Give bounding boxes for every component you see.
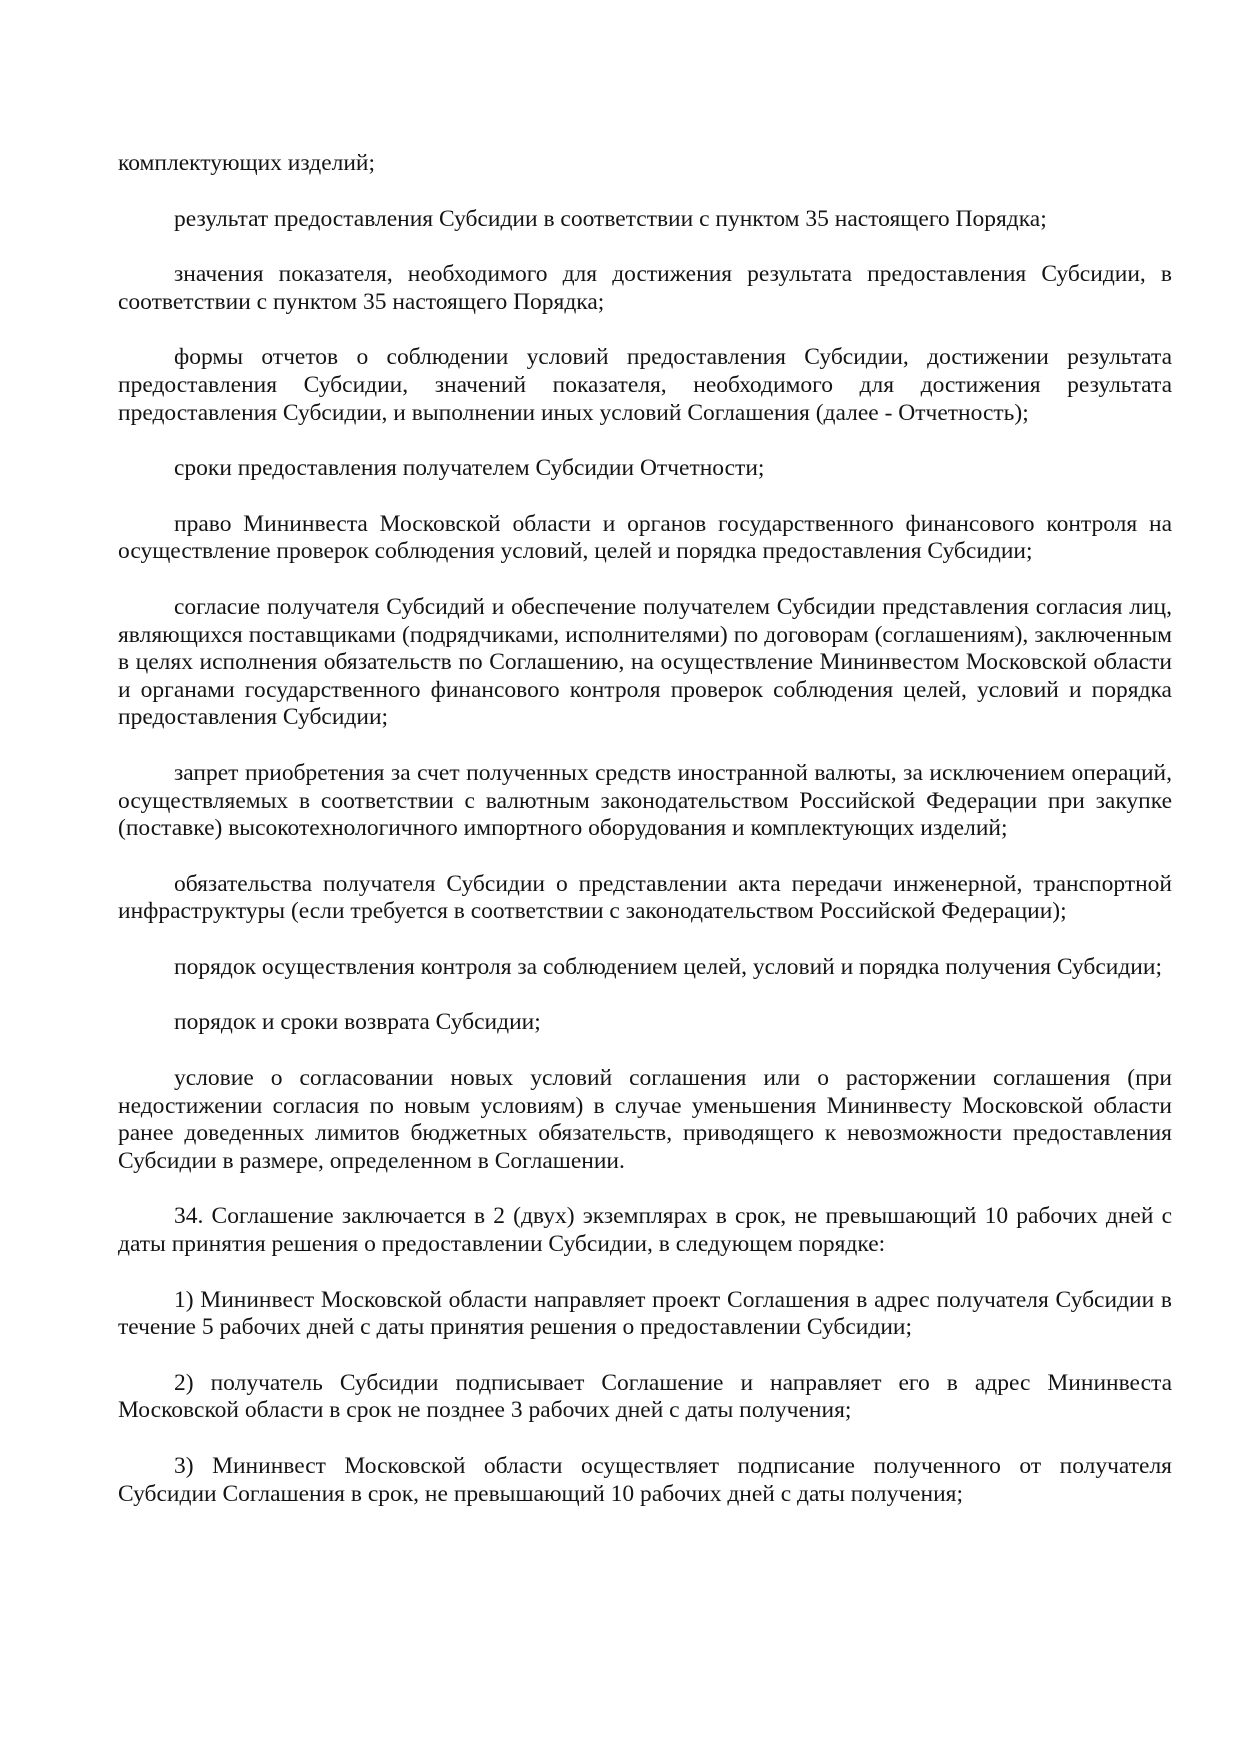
paragraph-control-procedure: порядок осуществления контроля за соблюдением целей, условий и порядка получения Субсидии; bbox=[174, 953, 1162, 980]
paragraph-recipient-consent: согласие получателя Субсидий и обеспечение получателем Субсидии представления согласия лиц, являющихся поставщиками (подрядчиками, исполнителями) по договорам (соглашениям), заключенным в целях исполнения обязательств по Соглашению, на осуществление Мининвестом Московской области и органами государственного финансового контроля проверок соблюдения целей, условий и порядка предоставления Субсидии; bbox=[118, 593, 1172, 731]
paragraph-step-3: 3) Мининвест Московской области осуществляет подписание полученного от получателя Субсидии Соглашения в срок, не превышающий 10 рабочих дней с даты получения; bbox=[118, 1453, 1172, 1507]
paragraph-step-1: 1) Мининвест Московской области направляет проект Соглашения в адрес получателя Субсидии в течение 5 рабочих дней с даты принятия решения о предоставлении Субсидии; bbox=[118, 1286, 1172, 1341]
paragraph-item-34: 34. Соглашение заключается в 2 (двух) экземплярах в срок, не превышающий 10 рабочих дней с даты принятия решения о предоставлении Субсидии, в следующем порядке: bbox=[118, 1203, 1172, 1258]
paragraph-infrastructure-obligation: обязательства получателя Субсидии о представлении акта передачи инженерной, транспортной инфраструктуры (если требуется в соответствии с законодательством Российской Федерации); bbox=[118, 870, 1172, 925]
paragraph-refund-procedure: порядок и сроки возврата Субсидии; bbox=[174, 1009, 541, 1036]
paragraph-report-deadlines: сроки предоставления получателем Субсидии Отчетности; bbox=[174, 455, 765, 482]
paragraph-currency-ban: запрет приобретения за счет полученных средств иностранной валюты, за исключением операций, осуществляемых в соответствии с валютным законодательством Российской Федерации при закупке (поставке) высокотехнологичного импортного оборудования и комплектующих изделий; bbox=[118, 759, 1172, 842]
paragraph-inspection-right: право Мининвеста Московской области и органов государственного финансового контроля на осуществление проверок соблюдения условий, целей и порядка предоставления Субсидии; bbox=[118, 510, 1172, 565]
paragraph-report-forms: формы отчетов о соблюдении условий предоставления Субсидии, достижении результата предоставления Субсидии, значений показателя, необходимого для достижения результата предоставления Субсидии, и выполнении иных условий Соглашения (далее - Отчетность); bbox=[118, 344, 1172, 426]
document-body bbox=[118, 150, 1172, 1536]
paragraph-subsidy-result: результат предоставления Субсидии в соответствии с пунктом 35 настоящего Порядка; bbox=[174, 205, 1047, 232]
paragraph-indicator-values: значения показателя, необходимого для достижения результата предоставления Субсидии, в соответствии с пунктом 35 настоящего Порядка; bbox=[118, 261, 1172, 315]
paragraph-continuation: комплектующих изделий; bbox=[118, 150, 376, 176]
paragraph-new-conditions: условие о согласовании новых условий соглашения или о расторжении соглашения (при недостижении согласия по новым условиям) в случае уменьшения Мининвесту Московской области ранее доведенных лимитов бюджетных обязательств, приводящего к невозможности предоставления Субсидии в размере, определенном в Соглашении. bbox=[118, 1065, 1172, 1174]
paragraph-step-2: 2) получатель Субсидии подписывает Соглашение и направляет его в адрес Мининвеста Московской области в срок не позднее 3 рабочих дней с даты получения; bbox=[118, 1369, 1172, 1424]
